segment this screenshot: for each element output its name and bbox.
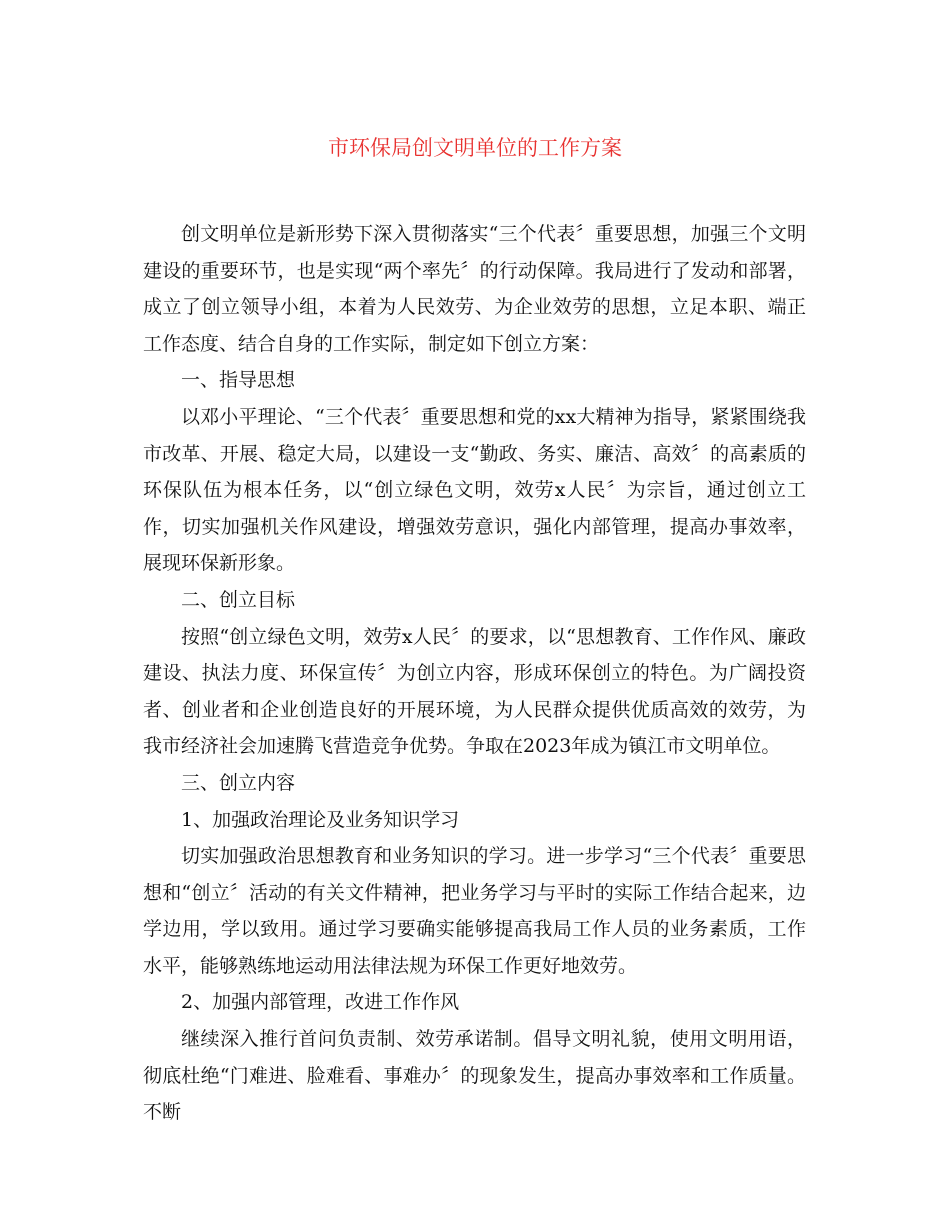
paragraph-goals: 按照“创立绿色文明，效劳x人民〞的要求，以“思想教育、工作作风、廉政建设、执法力度、环保宣传〞为创立内容，形成环保创立的特色。为广阔投资者、创业者和企业创造良好的开展环境，为人民群众提供优质高效的效劳，为我市经济社会加速腾飞营造竞争优势。争取在2023年成为镇江市文明单位。: [143, 625, 806, 758]
document-title: 市环保局创文明单位的工作方案: [328, 136, 622, 160]
paragraph-management: 继续深入推行首问负责制、效劳承诺制。倡导文明礼貌，使用文明用语，彻底杜绝“门难进、脸难看、事难办〞的现象发生，提高办事效率和工作质量。不断: [143, 1028, 806, 1124]
subheading-management: 2、加强内部管理，改进工作作风: [181, 991, 460, 1014]
paragraph-study: 切实加强政治思想教育和业务知识的学习。进一步学习“三个代表〞重要思想和“创立〞活动的有关文件精神，把业务学习与平时的实际工作结合起来，边学边用，学以致用。通过学习要确实能够提高我局工作人员的业务素质，工作水平，能够熟练地运动用法律法规为环保工作更好地效劳。: [143, 845, 806, 977]
heading-content: 三、创立内容: [181, 771, 296, 794]
heading-goals: 二、创立目标: [181, 588, 296, 611]
subheading-study: 1、加强政治理论及业务知识学习: [181, 808, 460, 831]
paragraph-intro: 创文明单位是新形势下深入贯彻落实“三个代表〞重要思想，加强三个文明建设的重要环节，也是实现“两个率先〞的行动保障。我局进行了发动和部署，成立了创立领导小组，本着为人民效劳、为企业效劳的思想，立足本职、端正工作态度、结合自身的工作实际，制定如下创立方案：: [143, 223, 806, 355]
paragraph-guiding-thought: 以邓小平理论、“三个代表〞重要思想和党的xx大精神为指导，紧紧围绕我市改革、开展、稳定大局，以建设一支“勤政、务实、廉洁、高效〞的高素质的环保队伍为根本任务，以“创立绿色文明，效劳x人民〞为宗旨，通过创立工作，切实加强机关作风建设，增强效劳意识，强化内部管理，提高办事效率，展现环保新形象。: [143, 405, 806, 575]
document-body: [143, 216, 806, 1131]
heading-guiding-thought: 一、指导思想: [181, 369, 296, 392]
